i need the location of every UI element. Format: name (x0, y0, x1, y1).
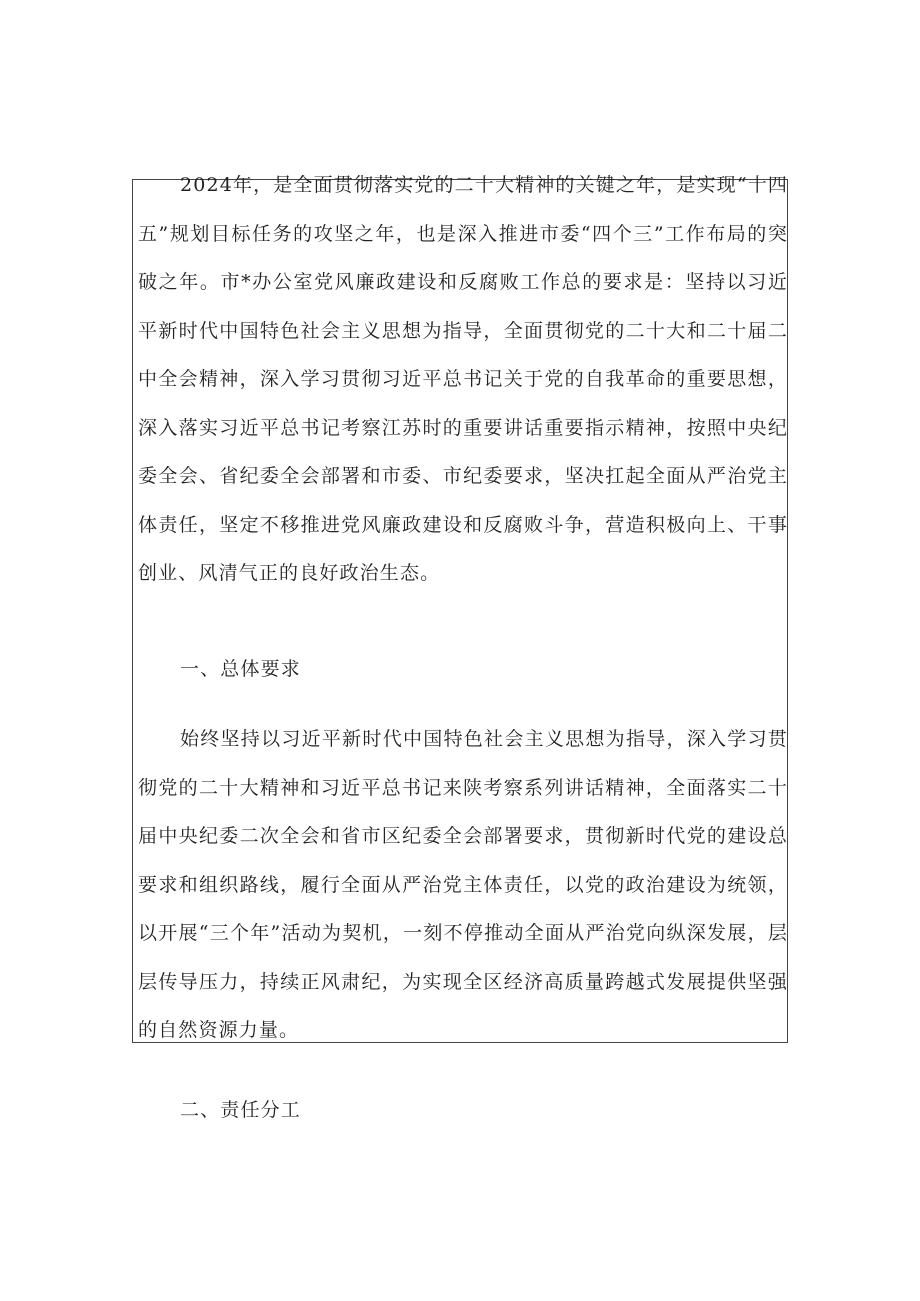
intro-paragraph: 2024年，是全面贯彻落实党的二十大精神的关键之年，是实现“十四五”规划目标任务的攻坚之年，也是深入推进市委“四个三”工作布局的突破之年。市*办公室党风廉政建设和反腐败工作总的要求是：坚持以习近平新时代中国特色社会主义思想为指导，全面贯彻党的二十大和二十届二中全会精神，深入学习贯彻习近平总书记关于党的自我革命的重要思想，深入落实习近平总书记考察江苏时的重要讲话重要指示精神，按照中央纪委全会、省纪委全会部署和市委、市纪委要求，坚决扛起全面从严治党主体责任，坚定不移推进党风廉政建设和反腐败斗争，营造积极向上、干事创业、风清气正的良好政治生态。 (138, 174, 788, 584)
section-heading-responsibility-division: 二、责任分工 (180, 1099, 301, 1121)
overall-requirements-paragraph: 始终坚持以习近平新时代中国特色社会主义思想为指导，深入学习贯彻党的二十大精神和习近平总书记来陕考察系列讲话精神，全面落实二十届中央纪委二次全会和省市区纪委全会部署要求，贯彻新时代党的建设总要求和组织路线，履行全面从严治党主体责任，以党的政治建设为统领，以开展“三个年”活动为契机，一刻不停推动全面从严治党向纵深发展，层层传导压力，持续正风肃纪，为实现全区经济高质量跨越式发展提供坚强的自然资源力量。 (138, 728, 788, 1041)
section-heading-overall-requirements: 一、总体要求 (180, 658, 301, 680)
